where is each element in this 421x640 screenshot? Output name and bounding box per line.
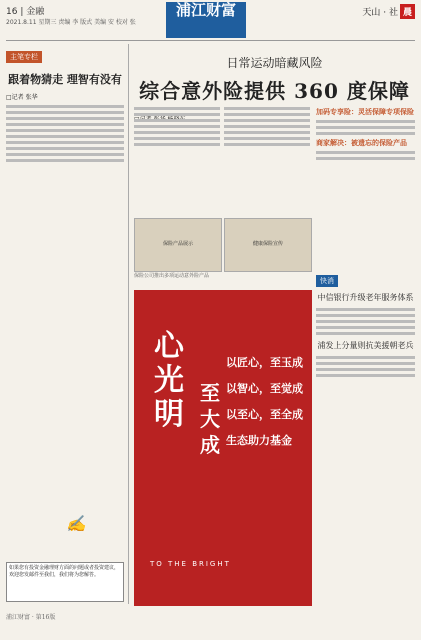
text-line	[224, 107, 310, 110]
text-line	[316, 132, 415, 135]
text-line	[316, 332, 415, 335]
text-line	[316, 374, 415, 377]
article-photo-1: 保险产品展示	[134, 218, 222, 272]
text-line	[316, 126, 415, 129]
text-line	[134, 107, 220, 110]
notice-box: 如果您有投资金融理财方面的问题或者投资建议，欢迎您发邮件至我们，我们将为您解答。	[6, 562, 124, 602]
slogan-2: 以智心，至觉成	[226, 382, 303, 395]
side-subhead-2: 商家解决：被遗忘的保险产品	[316, 138, 407, 147]
text-line	[6, 141, 124, 144]
news-headline-2: 浦发上分量则抗美援朝老兵	[317, 341, 414, 350]
column-headline: 跟着物猜走 理智有没有	[8, 73, 122, 86]
header-right-text: 天山 · 社	[362, 8, 398, 18]
text-line	[316, 314, 415, 317]
article-side	[316, 104, 415, 163]
article-photo-2: 健康保险宣传	[224, 218, 312, 272]
section-bar: 快消	[316, 275, 338, 287]
photo-row	[134, 218, 312, 270]
text-line	[6, 159, 124, 162]
text-line	[316, 362, 415, 365]
header-right	[362, 4, 415, 19]
text-line	[6, 153, 124, 156]
text-line	[316, 320, 415, 323]
poster-vertical-text-2: 至大成	[200, 381, 220, 457]
poster-vertical-text: 心光明	[154, 329, 184, 432]
page-footer: 浦江财富 · 第16版	[6, 614, 56, 621]
slogan-4: 生态助力基金	[226, 434, 292, 447]
article-body-col1	[134, 104, 220, 214]
left-column	[6, 44, 124, 604]
text-line	[224, 125, 310, 128]
text-line	[6, 123, 124, 126]
slogan-1: 以匠心，至玉成	[226, 356, 303, 369]
slogan-3: 以至心，至全成	[226, 408, 303, 421]
side-subhead: 加码专享险：灵活保障专项保险	[316, 107, 414, 116]
text-line	[316, 326, 415, 329]
text-line	[134, 143, 220, 146]
text-line	[316, 120, 415, 123]
author-signature: ✍	[66, 514, 86, 533]
page-section: 16 | 金融	[6, 7, 45, 17]
text-line	[134, 137, 220, 140]
text-line	[316, 157, 415, 160]
text-line	[6, 117, 124, 120]
text-line	[134, 125, 220, 128]
brand-logo: 浦江财富	[166, 2, 246, 38]
text-line	[224, 113, 310, 116]
text-line	[6, 129, 124, 132]
text-line	[224, 131, 310, 134]
ad-poster	[134, 290, 312, 606]
text-line	[134, 113, 220, 116]
article-kicker: 日常运动暗藏风险	[226, 56, 323, 70]
paper-logo: 晨	[400, 4, 415, 19]
text-line	[134, 131, 220, 134]
poster-english: TO THE BRIGHT	[150, 560, 231, 568]
column-tag: 主笔专栏	[6, 51, 42, 63]
page-meta: 2021.8.11 星期三 责编 李 版式 美编 安 校对 张	[6, 19, 136, 26]
poster-slogans	[226, 350, 303, 454]
text-line	[6, 111, 124, 114]
page-header	[0, 0, 421, 40]
column-divider	[128, 44, 129, 604]
column-byline: □记者 张华	[6, 94, 38, 101]
text-line	[6, 105, 124, 108]
text-line	[224, 143, 310, 146]
news-headline-1: 中信银行升级老年服务体系	[317, 293, 414, 302]
text-line	[316, 151, 415, 154]
header-rule	[6, 40, 415, 41]
text-line	[224, 119, 310, 122]
text-line	[316, 368, 415, 371]
article-headline: 综合意外险提供 360 度保障	[139, 79, 410, 103]
text-line	[224, 137, 310, 140]
right-column	[316, 268, 415, 380]
text-line	[316, 356, 415, 359]
text-line	[316, 308, 415, 311]
photo-caption: 保险公司推出多项运动意外险产品	[134, 273, 210, 279]
text-line	[6, 147, 124, 150]
text-line	[6, 135, 124, 138]
text-line	[134, 119, 220, 122]
article-body-col2	[224, 104, 310, 214]
